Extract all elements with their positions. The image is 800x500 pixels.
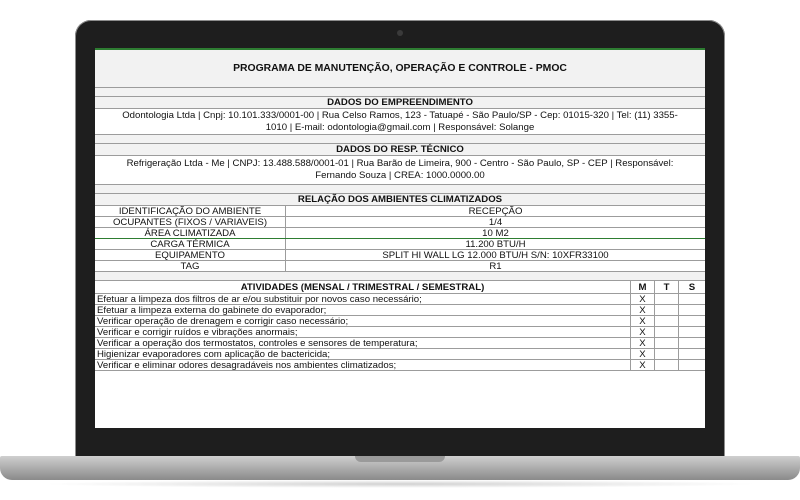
blank-row [95,135,705,144]
atividade-mark-t [655,360,679,370]
ambiente-value: SPLIT HI WALL LG 12.000 BTU/H S/N: 10XFR33100 [382,249,609,261]
table-row [95,327,705,338]
atividade-text: Efetuar a limpeza externa do gabinete do evaporador; [95,305,631,315]
atividade-mark-t [655,338,679,348]
empreendimento-line-1: Odontologia Ltda | Cnpj: 10.101.333/0001-00 | Rua Celso Ramos, 123 - Tatuapé - São Paulo/SP - Cep: 01015-320 | Tel: (11) 3355- [122,109,678,121]
atividade-mark-t [655,294,679,304]
atividade-mark-t [655,327,679,337]
ambiente-label: OCUPANTES (FIXOS / VARIAVEIS) [95,217,286,227]
table-row [95,250,705,261]
spreadsheet [95,50,705,371]
ambiente-label: ÁREA CLIMATIZADA [95,228,286,238]
atividade-text: Verificar e eliminar odores desagradáveis nos ambientes climatizados; [95,360,631,370]
ambiente-label: CARGA TÉRMICA [95,239,286,249]
ambiente-label: IDENTIFICAÇÃO DO AMBIENTE [95,206,286,216]
ambiente-value: 10 M2 [482,227,509,239]
camera-icon [397,30,403,36]
section-header-resp-tecnico: DADOS DO RESP. TÉCNICO [95,144,705,156]
ambiente-label: TAG [95,261,286,271]
atividade-text: Verificar operação de drenagem e corrigir caso necessário; [95,316,631,326]
laptop-screen [95,48,705,428]
atividade-mark-m: X [631,305,655,315]
section-header-ambientes: RELAÇÃO DOS AMBIENTES CLIMATIZADOS [95,194,705,206]
section-header-empreendimento: DADOS DO EMPREENDIMENTO [95,97,705,109]
document-title: PROGRAMA DE MANUTENÇÃO, OPERAÇÃO E CONTROLE - PMOC [95,50,705,88]
ambiente-value: R1 [489,260,502,272]
table-row [95,338,705,349]
atividade-mark-m: X [631,294,655,304]
atividade-mark-t [655,305,679,315]
atividade-mark-m: X [631,360,655,370]
laptop-shadow [40,480,760,488]
column-s-header: S [688,281,696,293]
atividade-mark-m: X [631,327,655,337]
blank-row [95,88,705,97]
laptop-notch [355,456,445,462]
resp-tecnico-line-2: Fernando Souza | CREA: 1000.0000.00 [315,170,485,181]
table-row [95,206,705,217]
atividade-mark-s [679,294,705,304]
atividade-mark-t [655,316,679,326]
atividade-mark-m: X [631,316,655,326]
atividade-mark-m: X [631,338,655,348]
table-row [95,349,705,360]
resp-tecnico-info [95,156,705,185]
atividades-table [95,294,705,371]
table-row [95,261,705,272]
empreendimento-line-2: 1010 | E-mail: odontologia@gmail.com | Responsável: Solange [265,121,535,133]
atividade-mark-m: X [631,349,655,359]
atividade-mark-t [655,349,679,359]
blank-row [95,272,705,281]
resp-tecnico-line-1: Refrigeração Ltda - Me | CNPJ: 13.488.588/0001-01 | Rua Barão de Limeira, 900 - Centro - São Paulo, SP - CEP | Responsável: [126,158,674,169]
atividade-text: Verificar e corrigir ruídos e vibrações anormais; [95,327,631,337]
column-t-header: T [655,281,679,293]
table-row [95,305,705,316]
atividades-header-row [95,281,705,294]
ambiente-label: EQUIPAMENTO [95,250,286,260]
atividade-text: Efetuar a limpeza dos filtros de ar e/ou substituir por novos caso necessário; [95,294,631,304]
ambiente-value: 11.200 BTU/H [465,238,526,250]
atividade-mark-s [679,338,705,348]
blank-row [95,185,705,194]
table-row [95,217,705,228]
atividades-header: ATIVIDADES (MENSAL / TRIMESTRAL / SEMESTRAL) [95,281,631,293]
table-row [95,360,705,371]
table-row [95,228,705,239]
atividade-mark-s [679,327,705,337]
atividade-mark-s [679,360,705,370]
atividade-mark-s [679,305,705,315]
ambiente-value: RECEPÇÃO [468,205,523,217]
ambiente-value: 1/4 [488,216,503,228]
atividade-mark-s [679,349,705,359]
table-row [95,316,705,327]
column-m-header: M [631,281,655,293]
atividade-mark-s [679,316,705,326]
atividade-text: Higienizar evaporadores com aplicação de bactericida; [95,349,631,359]
table-row [95,239,705,250]
ambientes-table [95,206,705,272]
table-row [95,294,705,305]
empreendimento-info [95,109,705,135]
atividade-text: Verificar a operação dos termostatos, controles e sensores de temperatura; [95,338,631,348]
